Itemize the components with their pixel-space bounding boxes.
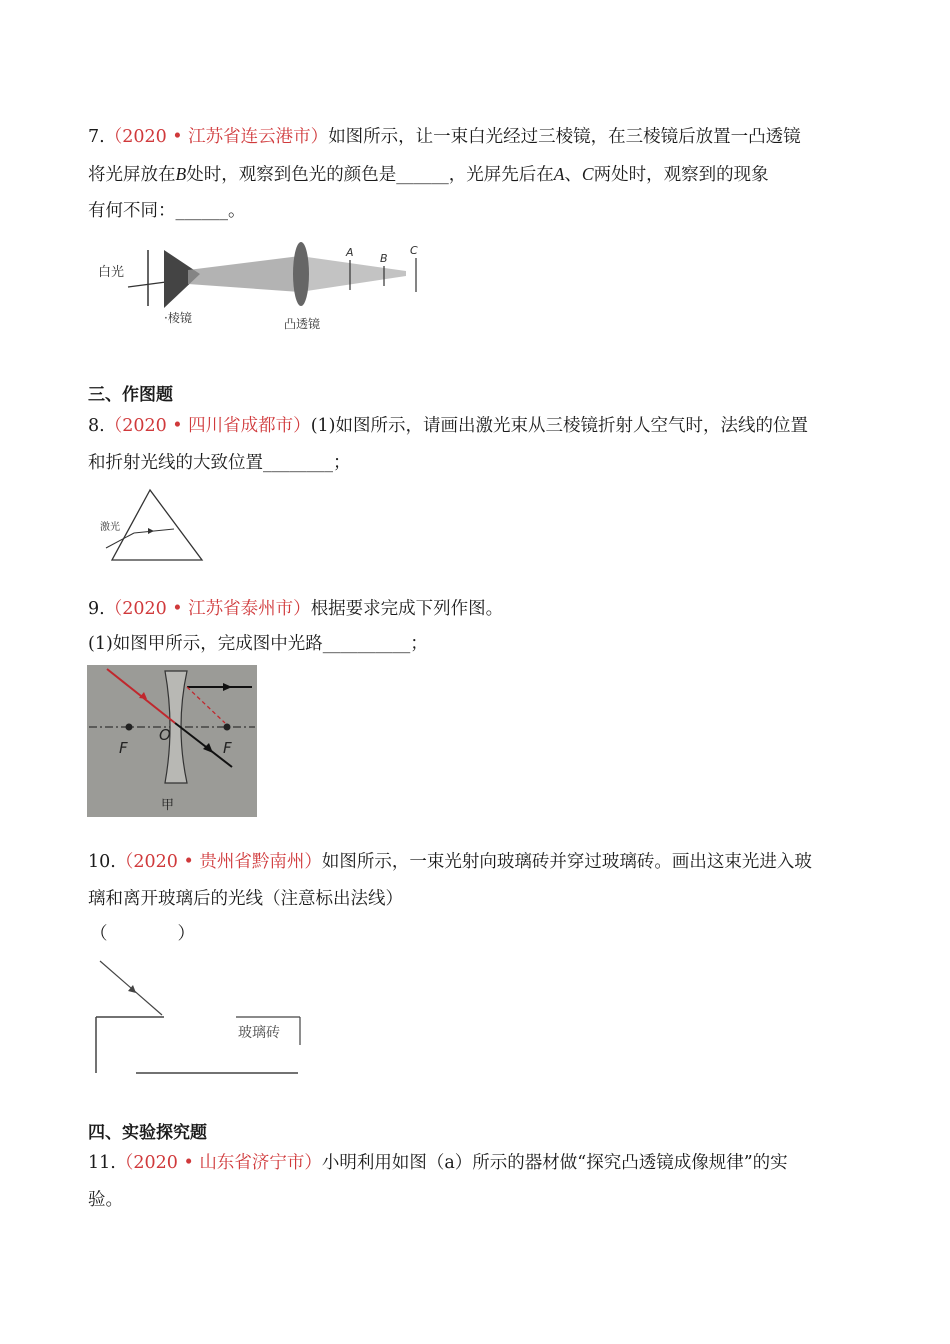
- converging-beam: [300, 256, 406, 292]
- q9-source: （2020 • 江苏省泰州市）: [104, 599, 311, 619]
- fig-label-b: B: [380, 252, 388, 265]
- q7-var-c: C: [581, 164, 594, 184]
- q11-text: 小明利用如图（a）所示的器材做“探究凸透镜成像规律”的实: [321, 1153, 788, 1173]
- q7-line-3: 有何不同：______。: [88, 201, 246, 221]
- q8-line-1: [88, 414, 808, 438]
- q11-line-1: [88, 1151, 788, 1175]
- fig-label-white-light: 白光: [98, 265, 125, 280]
- q10-line-1: [88, 850, 812, 874]
- q7-number: 7.: [88, 127, 105, 147]
- fig-label-prism: ·棱镜: [164, 311, 192, 325]
- q11-number: 11.: [88, 1153, 116, 1173]
- fig-label-c: C: [410, 244, 418, 257]
- q7-source: （2020 • 江苏省连云港市）: [104, 127, 329, 147]
- arrow-icon: [148, 528, 154, 534]
- q10-glass-brick-figure: [88, 955, 308, 1080]
- fig-label-lens: 凸透镜: [284, 317, 321, 331]
- q11-source: （2020 • 山东省济宁市）: [115, 1153, 322, 1173]
- fig-label-f-left: F: [119, 739, 128, 757]
- fig-label-glass-brick: 玻璃砖: [238, 1025, 280, 1041]
- q11-line-2: 验。: [88, 1190, 123, 1210]
- q8-line-2: 和折射光线的大致位置________；: [88, 453, 351, 473]
- convex-lens-shape: [293, 242, 309, 306]
- q10-text: 如图所示，一束光射向玻璃砖并穿过玻璃砖。画出这束光进入玻: [321, 852, 812, 872]
- q8-source: （2020 • 四川省成都市）: [104, 416, 311, 436]
- q10-line-2: 璃和离开玻璃后的光线（注意标出法线）: [88, 889, 403, 909]
- q7-line-2: [88, 162, 769, 187]
- fig-label-o: O: [159, 726, 171, 744]
- q10-number: 10.: [88, 852, 116, 872]
- q7-line-1: [88, 125, 801, 149]
- q8-prism-figure: [92, 486, 212, 566]
- q8-number: 8.: [88, 416, 105, 436]
- q9-line-2: (1)如图甲所示，完成图中光路__________；: [88, 634, 428, 654]
- fig-label-f-right: F: [223, 739, 232, 757]
- q7-prism-lens-figure: [88, 240, 423, 335]
- fig-label-jia: 甲: [161, 798, 175, 813]
- q10-answer-bracket: （ ）: [90, 924, 195, 944]
- q8-text: (1)如图所示，请画出激光束从三棱镜折射人空气时，法线的位置: [310, 416, 808, 436]
- q9-line-1: [88, 597, 503, 621]
- q7-var-a: A: [553, 164, 565, 184]
- q10-source: （2020 • 贵州省黔南州）: [115, 852, 322, 872]
- focal-point-left: [126, 724, 133, 731]
- q9-number: 9.: [88, 599, 105, 619]
- q7-text: 如图所示，让一束白光经过三棱镜，在三棱镜后放置一凸透镜: [328, 127, 801, 147]
- fig-label-a: A: [346, 246, 354, 259]
- q7-var-b: B: [175, 164, 187, 184]
- q9-text: 根据要求完成下列作图。: [310, 599, 504, 619]
- prism-outline: [112, 490, 202, 560]
- q7-text: 、: [564, 165, 582, 185]
- fig-label-laser: 激光: [100, 522, 120, 533]
- q9-concave-lens-figure: [87, 665, 257, 817]
- incident-ray: [128, 282, 166, 287]
- section-3-heading: 三、作图题: [88, 385, 173, 405]
- dispersed-beam: [188, 256, 300, 292]
- section-4-heading: 四、实验探究题: [88, 1123, 207, 1143]
- focal-point-right: [224, 724, 231, 731]
- q7-text: 两处时，观察到的现象: [593, 165, 769, 185]
- q7-text: 将光屏放在: [88, 165, 176, 185]
- q7-text: 处时，观察到色光的颜色是______，光屏先后在: [186, 165, 554, 185]
